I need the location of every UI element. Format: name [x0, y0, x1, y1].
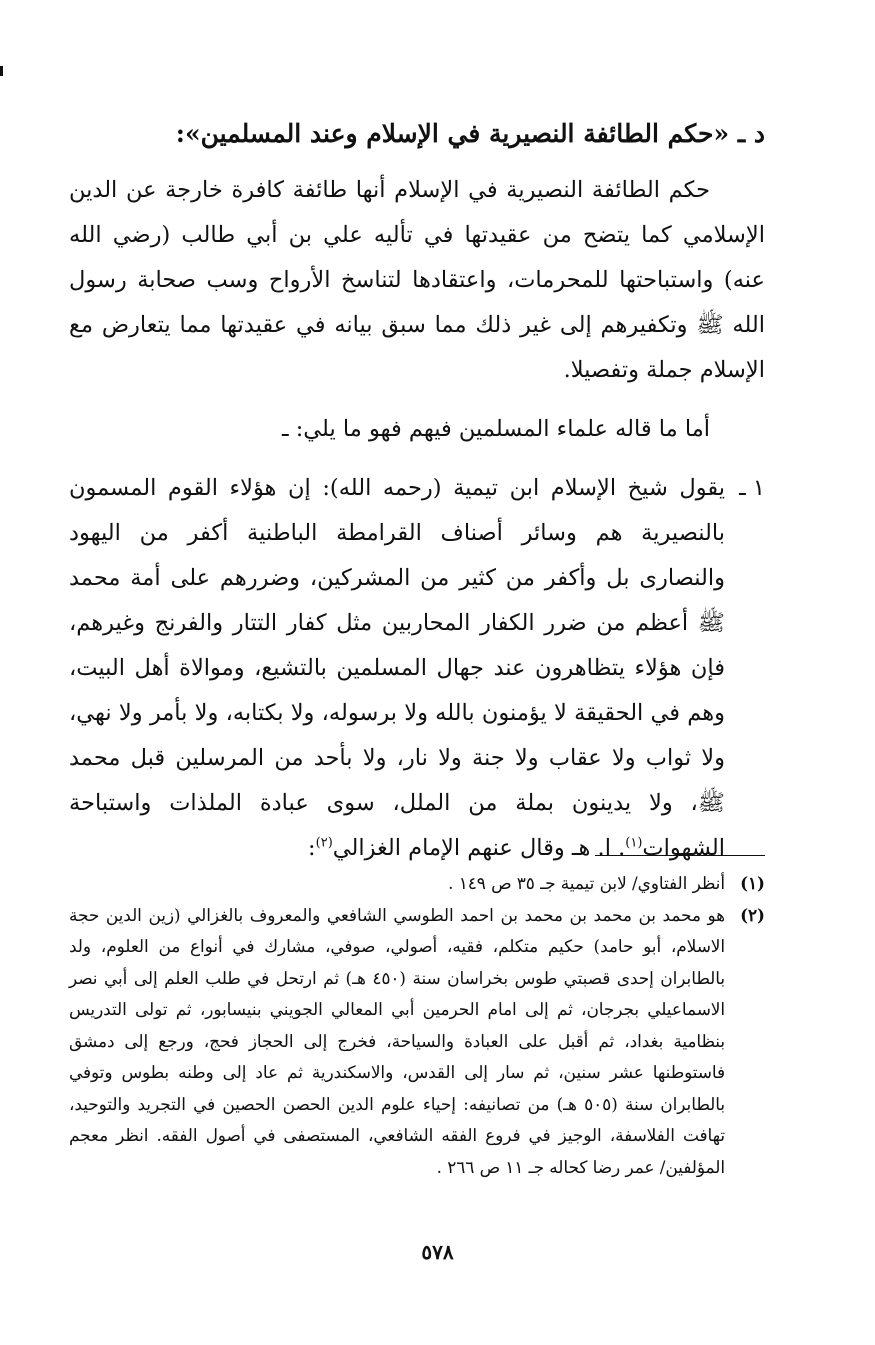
section-heading: د ـ «حكم الطائفة النصيرية في الإسلام وعند المسلمين»:: [175, 119, 765, 148]
footnote-ref-2[interactable]: (٢): [315, 835, 333, 851]
item-text: يقول شيخ الإسلام ابن تيمية (رحمه الله): إن هؤلاء القوم المسمون بالنصيرية هم وسائر أصناف القرامطة الباطنية أكفر من اليهود والنصارى بل وأكفر من كثير من المشركين، وضررهم على أمة محمد ﷺ أعظم من ضرر الكفار المحاربين مثل كفار التتار والفرنج وغيرهم، فإن هؤلاء يتظاهرون عند جهال المسلمين بالتشيع، وموالاة أهل البيت، وهم في الحقيقة لا يؤمنون بالله ولا برسوله، ولا بكتابه، ولا بأمر ولا نهي، ولا ثواب ولا عقاب ولا جنة ولا نار، ولا بأحد من المرسلين قبل محمد ﷺ، ولا يدينون بملة من الملل، سوى عبادة الملذات واستباحة الشهوات: [69, 475, 725, 861]
footnote-number: (١): [740, 873, 765, 893]
footnote-text: هو محمد بن محمد بن محمد بن احمد الطوسي الشافعي والمعروف بالغزالي (زين الدين حجة الاسلام، أبو حامد) حكيم متكلم، فقيه، أصولي، صوفي، مشارك في أنواع من العلوم، ولد بالطابران إحدى قصبتي طوس بخراسان سنة (٤٥٠ هـ) ثم ارتحل في طلب العلم إلى أبي نصر الاسماعيلي بجرجان، ثم إلى امام الحرمين أبي المعالي الجويني بنيسابور، ثم تولى التدريس بنظامية بغداد، ثم أقبل على العبادة والسياحة، فخرج إلى الحجاز فحج، ورجع إلى دمشق فاستوطنها عشر سنين، ثم سار إلى القدس، والاسكندرية ثم عاد إلى وطنه بطوس وتوفي بالطابران سنة (٥٠٥ هـ) من تصانيفه: إحياء علوم الدين الحصن الحصين في التجريد والتوحيد، تهافت الفلاسفة، الوجيز في فروع الفقه الشافعي، المستصفى في أصول الفقه. انظر معجم المؤلفين/ عمر رضا كحاله جـ ١١ ص ٢٦٦ .: [69, 904, 726, 1177]
item-number: ١ ـ: [739, 475, 765, 501]
numbered-item-ibn-taymiyya: [69, 466, 765, 871]
footnote-2: [69, 900, 765, 1184]
page-number: ٥٧٨: [421, 1240, 454, 1264]
footnote-number: (٢): [740, 904, 765, 925]
scholars-intro-line: أما ما قاله علماء المسلمين فيهم فهو ما يلي: ـ: [281, 416, 710, 442]
footnote-ref-1[interactable]: (١): [625, 835, 643, 851]
item-text-continued: . ا. هـ وقال عنهم الإمام الغزالي: [332, 835, 626, 861]
footnotes-section: [69, 868, 765, 1183]
paragraph-ruling: حكم الطائفة النصيرية في الإسلام أنها طائفة كافرة خارجة عن الدين الإسلامي كما يتضح من عقيدتها في تأليه علي بن أبي طالب (رضي الله عنه) واستباحتها للمحرمات، واعتقادها لتناسخ الأرواح وسب صحابة رسول الله ﷺ وتكفيرهم إلى غير ذلك مما سبق بيانه في عقيدتها مما يتعارض مع الإسلام جملة وتفصيلا.: [69, 177, 765, 383]
main-body: [69, 168, 765, 871]
footnote-1: [69, 868, 765, 900]
footnote-text: أنظر الفتاوي/ لابن تيمية جـ ٣٥ ص ١٤٩ .: [448, 873, 725, 893]
item-text-end: :: [308, 835, 316, 861]
margin-mark: [0, 66, 3, 76]
footnote-divider: [595, 855, 765, 856]
